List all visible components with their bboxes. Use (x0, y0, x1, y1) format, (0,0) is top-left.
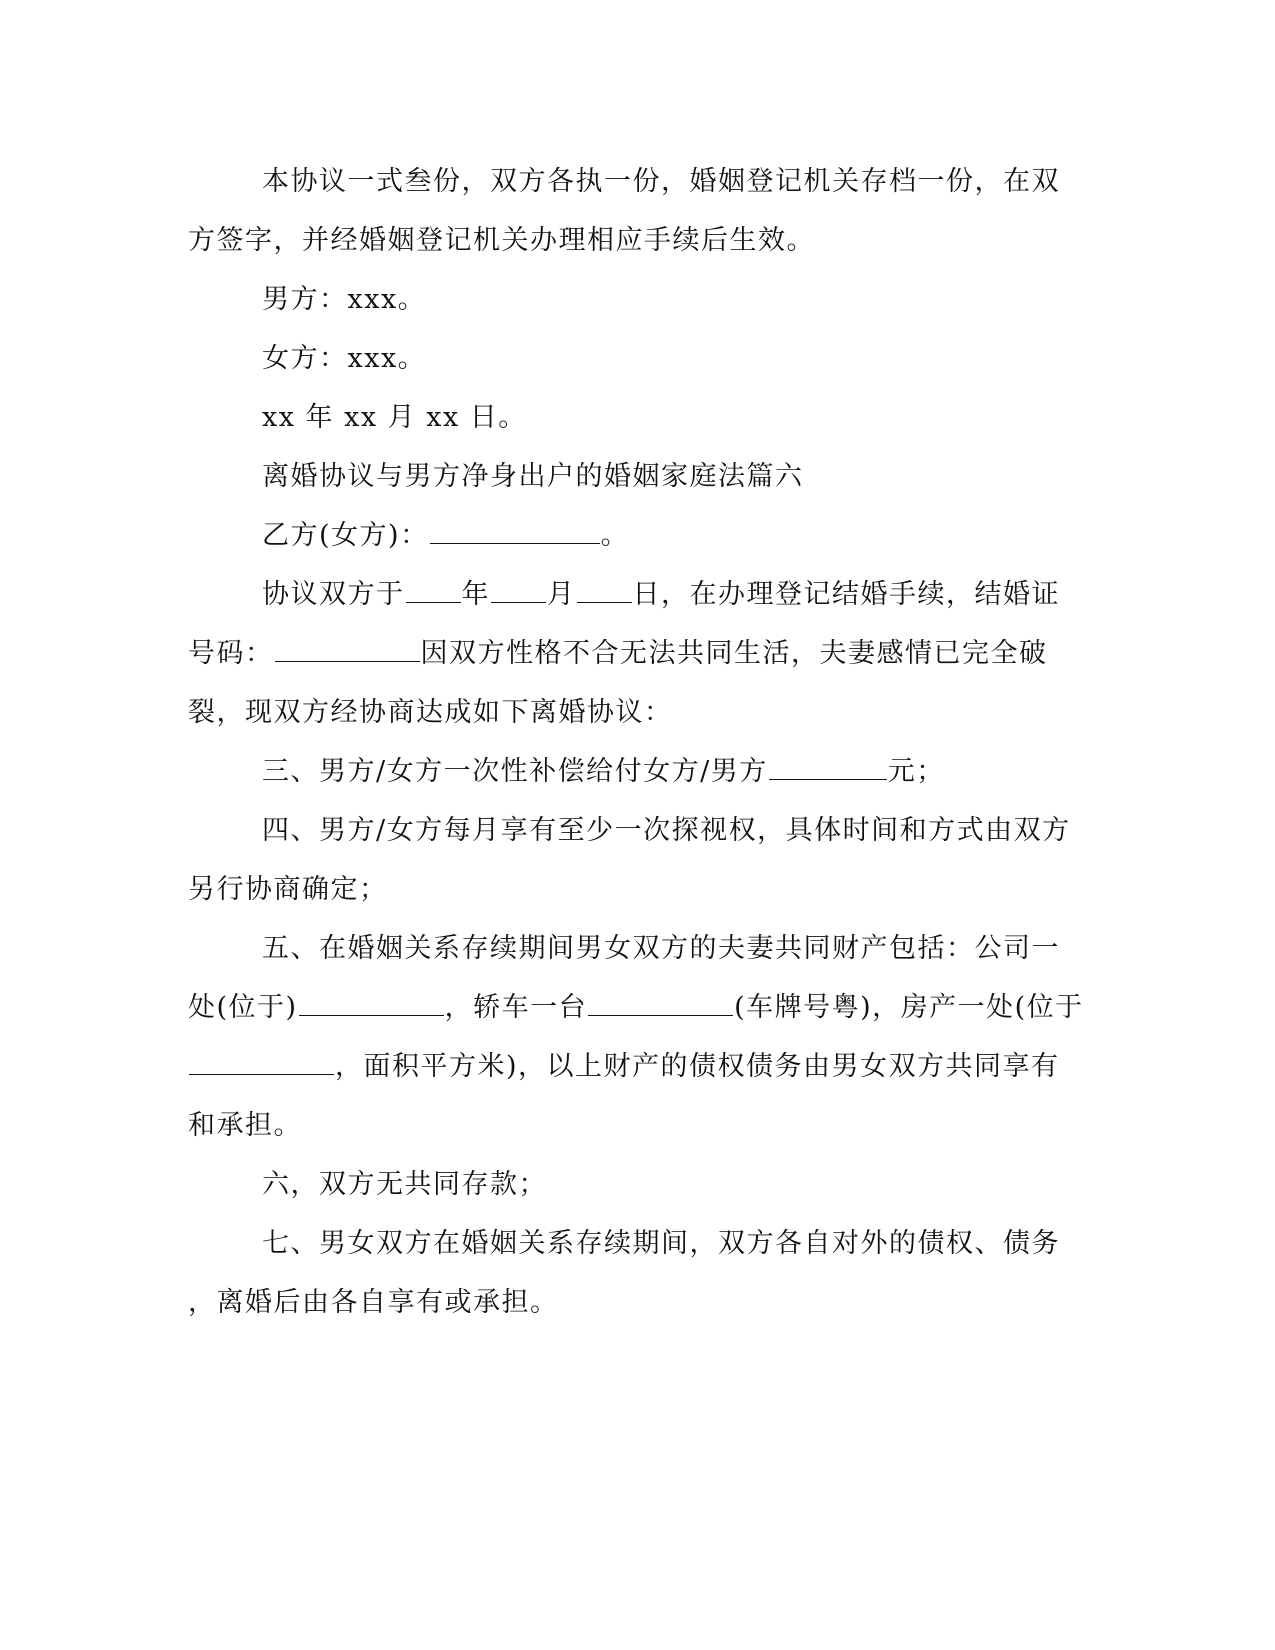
company-location-label: 处(位于) (188, 992, 298, 1023)
female-signature-line: 女方：xxx。 (262, 343, 427, 374)
property-label: (车牌号粤)，房产一处(位于 (734, 992, 1084, 1023)
item-three-line (262, 754, 945, 790)
reason-text: 因双方性格不合无法共同生活，夫妻感情已完全破 (420, 638, 1048, 669)
item-seven-line1: 七、男女双方在婚姻关系存续期间，双方各自对外的债权、债务 (262, 1228, 1060, 1259)
compensation-unit: 元； (887, 756, 945, 787)
day-blank (577, 578, 632, 603)
party-b-line (262, 518, 629, 554)
party-b-label: 乙方(女方)： (262, 520, 429, 551)
item-five-line2 (188, 990, 1084, 1026)
month-blank (491, 578, 546, 603)
car-label: ，轿车一台 (444, 992, 588, 1023)
male-signature-line: 男方：xxx。 (262, 284, 427, 315)
section-heading: 离婚协议与男方净身出户的婚姻家庭法篇六 (262, 461, 804, 492)
item-six-line: 六，双方无共同存款； (262, 1169, 547, 1200)
item-five-line4: 和承担。 (188, 1110, 302, 1141)
item-four-line1: 四、男方/女方每月享有至少一次探视权，具体时间和方式由双方 (262, 815, 1071, 846)
item-five-line3 (188, 1049, 1060, 1085)
property-area-text: ，面积平方米)，以上财产的债权债务由男女双方共同享有 (335, 1051, 1060, 1082)
date-line: xx 年 xx 月 xx 日。 (262, 402, 527, 433)
marriage-registration-text: 日，在办理登记结婚手续，结婚证 (632, 579, 1060, 610)
year-blank (406, 578, 461, 603)
party-b-blank (430, 519, 600, 544)
property-location-blank (189, 1050, 334, 1075)
paragraph-effectiveness-line1: 本协议一式叁份，双方各执一份，婚姻登记机关存档一份，在双 (262, 166, 1060, 197)
marriage-date-text: 协议双方于 (262, 579, 405, 610)
certificate-number-line (188, 636, 1048, 672)
compensation-blank (769, 755, 887, 780)
agreement-intro-line: 裂，现双方经协商达成如下离婚协议： (188, 697, 673, 728)
item-four-line2: 另行协商确定； (188, 874, 388, 905)
year-label: 年 (461, 579, 490, 610)
party-b-end: 。 (600, 520, 630, 551)
item-five-line1: 五、在婚姻关系存续期间男女双方的夫妻共同财产包括：公司一 (262, 933, 1060, 964)
car-blank (588, 991, 733, 1016)
item-seven-line2: ，离婚后由各自享有或承担。 (188, 1287, 559, 1318)
month-label: 月 (547, 579, 576, 610)
paragraph-effectiveness-line2: 方签字，并经婚姻登记机关办理相应手续后生效。 (188, 225, 815, 256)
marriage-date-line (262, 577, 1060, 613)
company-location-blank (299, 991, 444, 1016)
certificate-blank (275, 637, 420, 662)
certificate-label: 号码： (188, 638, 274, 669)
compensation-text: 三、男方/女方一次性补偿给付女方/男方 (262, 756, 768, 787)
